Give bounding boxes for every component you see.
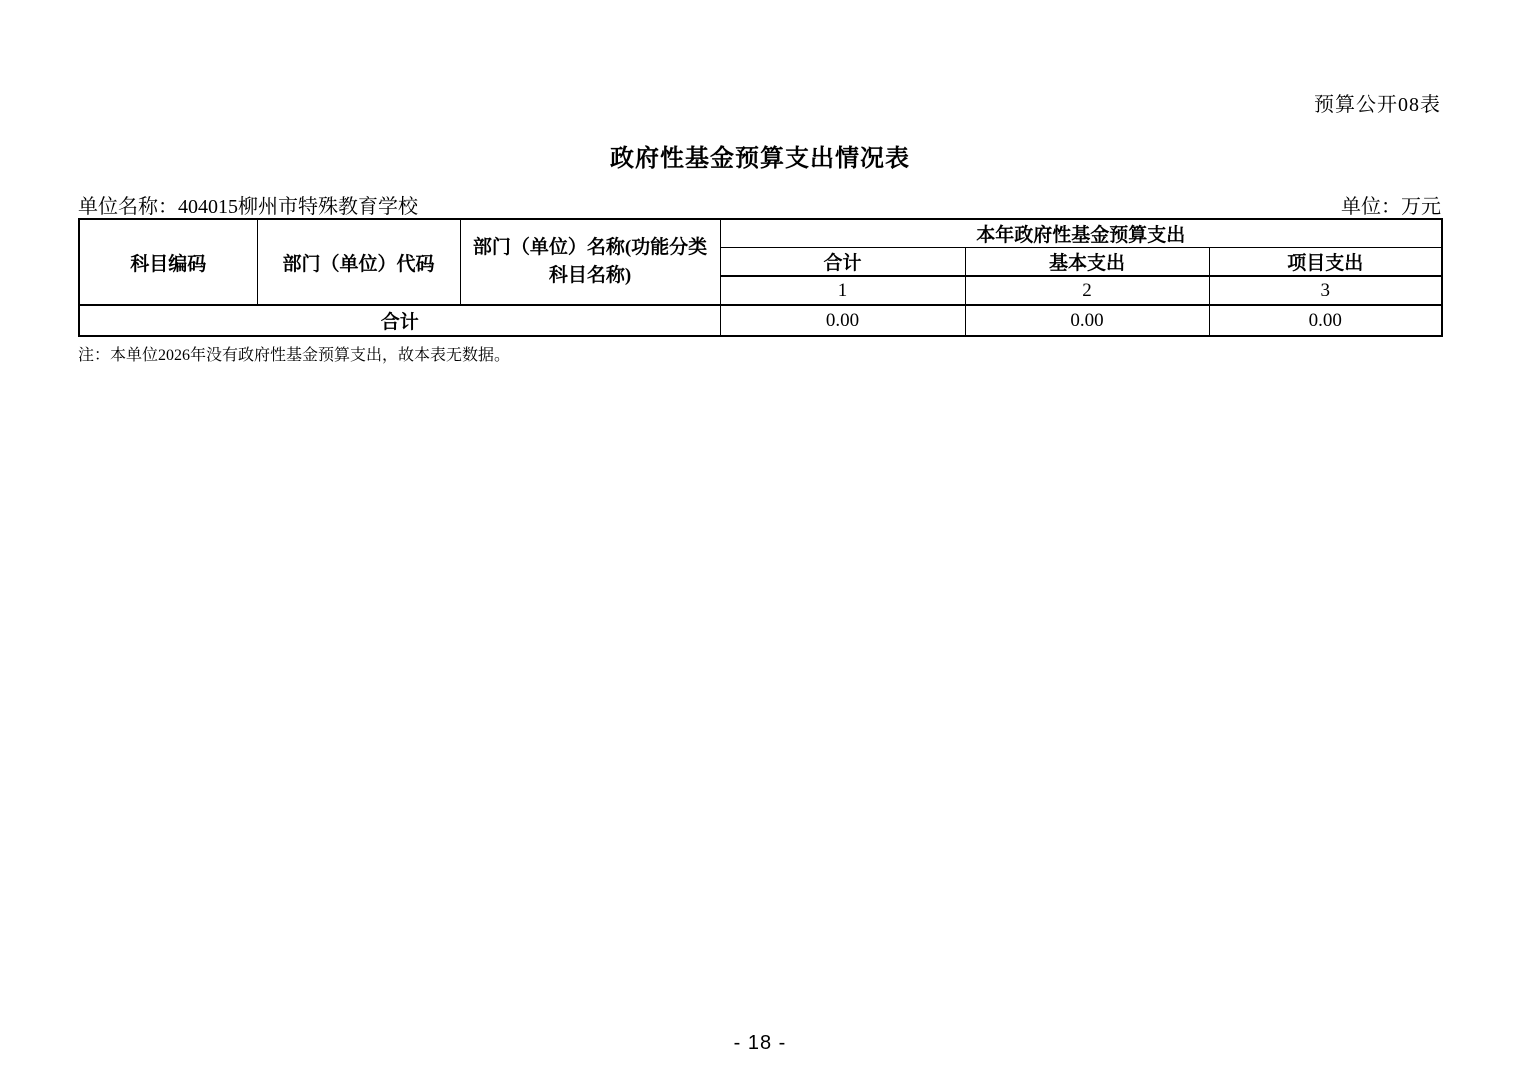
currency-unit-label: 单位：万元 [1341, 196, 1441, 218]
row-total-value-project: 0.00 [1209, 305, 1442, 336]
page-title: 政府性基金预算支出情况表 [610, 146, 910, 172]
page-number: - 18 - [733, 1032, 787, 1054]
table-row-total [79, 305, 1442, 336]
header-basic-expenditure: 基本支出 [965, 248, 1209, 277]
header-expenditure-group: 本年政府性基金预算支出 [720, 219, 1442, 248]
header-dept-name: 部门（单位）名称(功能分类科目名称) [460, 219, 720, 305]
column-number-3: 3 [1209, 276, 1442, 305]
footnote: 注：本单位2026年没有政府性基金预算支出，故本表无数据。 [78, 347, 511, 364]
meta-row [78, 190, 1441, 219]
row-total-label: 合计 [79, 305, 720, 336]
form-number-label: 预算公开08表 [1314, 94, 1441, 116]
header-subject-code: 科目编码 [79, 219, 257, 305]
header-row-group [79, 219, 1442, 248]
row-total-value-basic: 0.00 [965, 305, 1209, 336]
column-number-2: 2 [965, 276, 1209, 305]
header-dept-code: 部门（单位）代码 [257, 219, 460, 305]
row-total-value-total: 0.00 [720, 305, 965, 336]
unit-name-label: 单位名称：404015柳州市特殊教育学校 [78, 196, 418, 218]
column-number-1: 1 [720, 276, 965, 305]
header-total: 合计 [720, 248, 965, 277]
budget-table [78, 218, 1443, 337]
header-project-expenditure: 项目支出 [1209, 248, 1442, 277]
